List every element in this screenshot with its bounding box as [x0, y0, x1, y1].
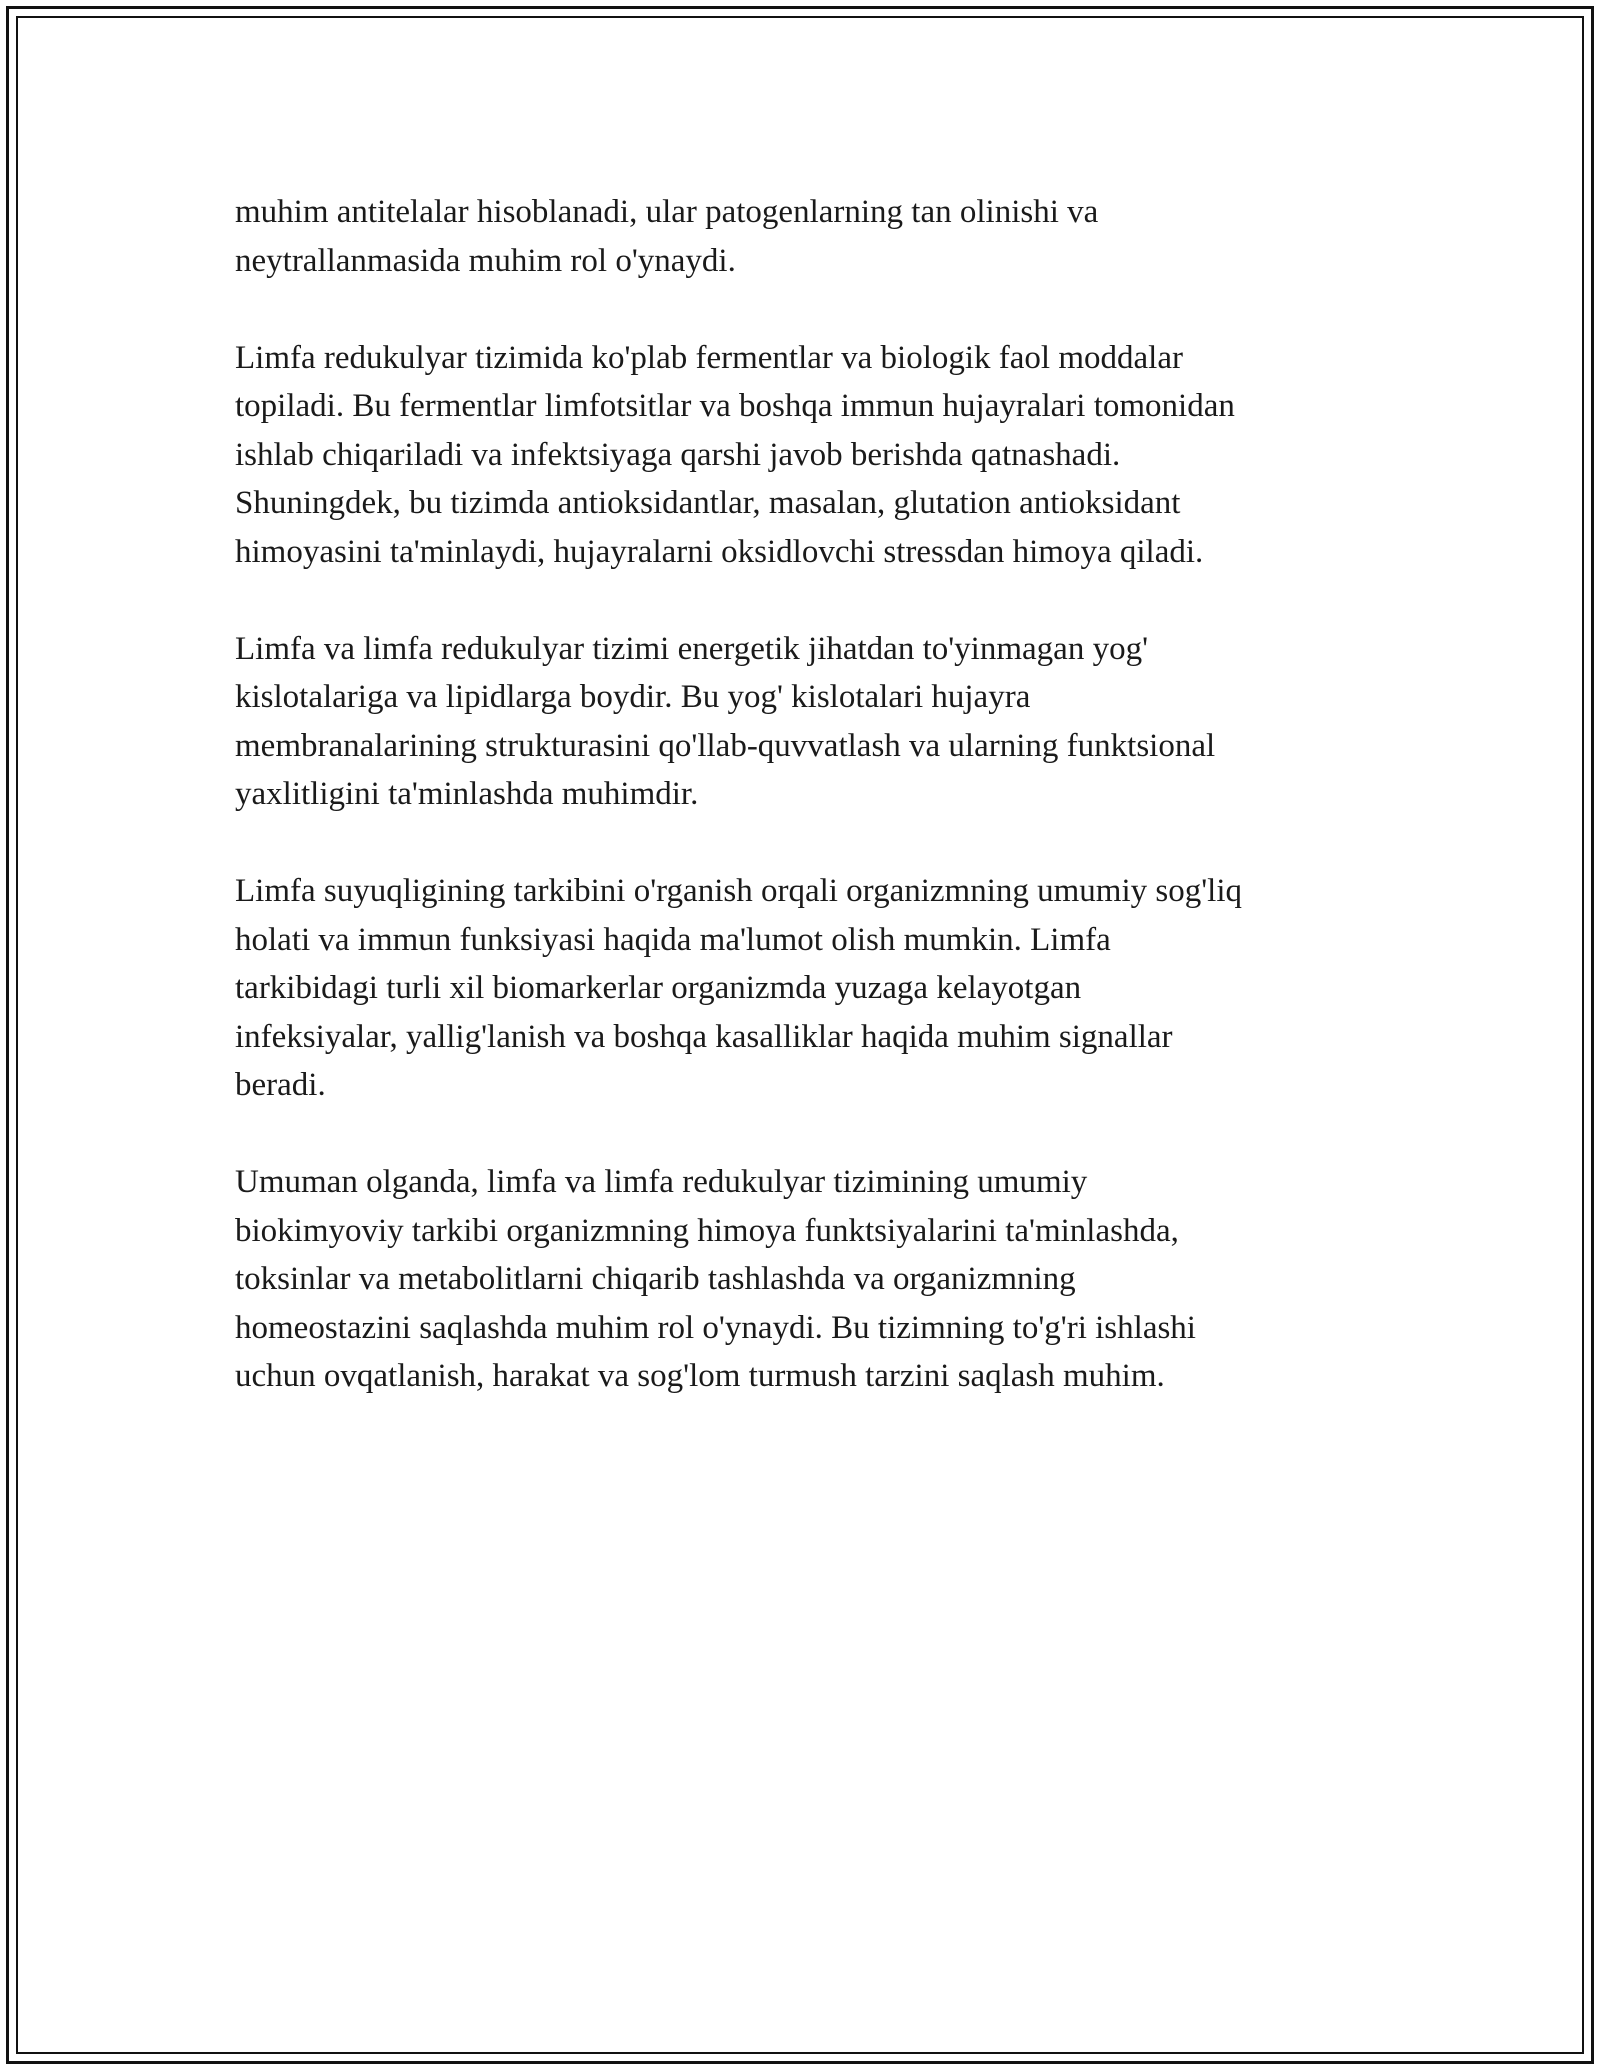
- paragraph-5: Umuman olganda, limfa va limfa redukulyar tizimining umumiy biokimyoviy tarkibi organizmning himoya funktsiyalarini ta'minlashda, toksinlar va metabolitlarni chiqarib tashlashda va organizmning homeostazini saqlashda muhim rol o'ynaydi. Bu tizimning to'g'ri ishlashi uchun ovqatlanish, harakat va sog'lom turmush tarzini saqlash muhim.: [235, 1164, 1196, 1394]
- paragraph-4: Limfa suyuqligining tarkibini o'rganish orqali organizmning umumiy sog'liq holati va immun funksiyasi haqida ma'lumot olish mumkin. Limfa tarkibidagi turli xil biomarkerlar organizmda yuzaga kelayotgan infeksiyalar, yallig'lanish va boshqa kasalliklar haqida muhim signallar beradi.: [235, 873, 1242, 1103]
- paragraph-1: muhim antitelalar hisoblanadi, ular patogenlarning tan olinishi va neytrallanmasida muhim rol o'ynaydi.: [235, 194, 1099, 279]
- paragraph-2: Limfa redukulyar tizimida ko'plab fermentlar va biologik faol moddalar topiladi. Bu fermentlar limfotsitlar va boshqa immun hujayralari tomonidan ishlab chiqariladi va infektsiyaga qarshi javob berishda qatnashadi. Shuningdek, bu tizimda antioksidantlar, masalan, glutation antioksidant himoyasini ta'minlaydi, hujayralarni oksidlovchi stressdan himoya qiladi.: [235, 339, 1235, 570]
- document-body: [235, 188, 1375, 1449]
- paragraph-3: Limfa va limfa redukulyar tizimi energetik jihatdan to'yinmagan yog' kislotalariga va lipidlarga boydir. Bu yog' kislotalari hujayra membranalarining strukturasini qo'llab-quvvatlash va ularning funktsional yaxlitligini ta'minlashda muhimdir.: [235, 630, 1216, 812]
